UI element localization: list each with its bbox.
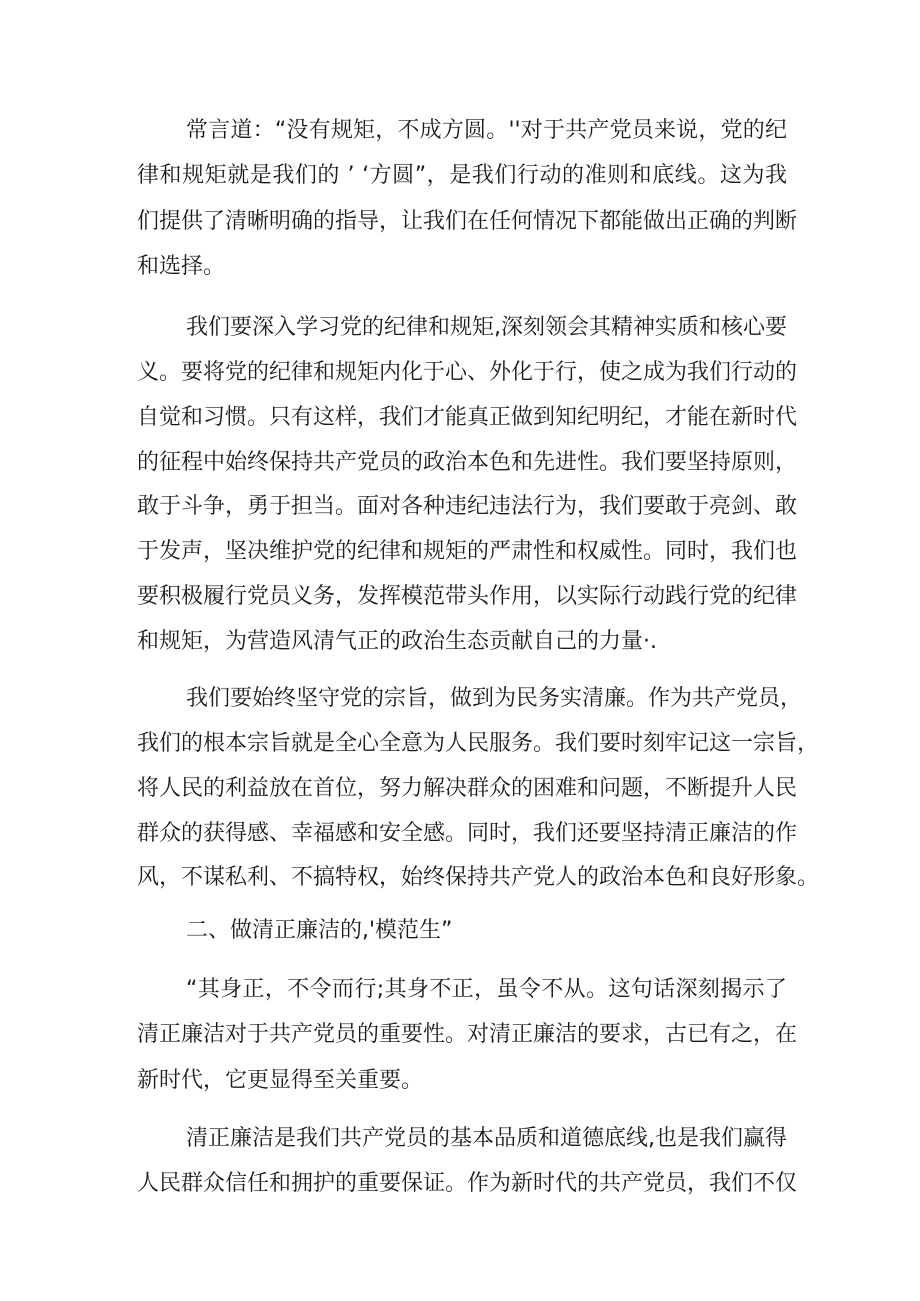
paragraph-6-line-1: 清正廉洁是我们共产党员的基本品质和道德底线,也是我们赢得	[186, 1126, 787, 1151]
paragraph-3-line-5: 风，不谋私利、不搞特权，始终保持共产党人的政治本色和良好形象。	[137, 865, 820, 890]
paragraph-2-line-4: 的征程中始终保持共产党员的政治本色和先进性。我们要坚持原则，	[137, 450, 798, 475]
paragraph-2-line-6: 于发声，坚决维护党的纪律和规矩的严肃性和权威性。同时，我们也	[137, 539, 798, 564]
paragraph-1-line-1: 常言道：“没有规矩，不成方圆。''对于共产党员来说，党的纪	[186, 118, 787, 143]
section-heading: 二、做清正廉洁的,'模范生”	[186, 918, 453, 943]
paragraph-6-line-2: 人民群众信任和拥护的重要保证。作为新时代的共产党员，我们不仅	[137, 1171, 798, 1196]
paragraph-2-line-1: 我们要深入学习党的纪律和规矩,深刻领会其精神实质和核心要	[186, 315, 787, 340]
paragraph-5-line-3: 新时代，它更显得至关重要。	[137, 1068, 424, 1093]
paragraph-2-line-2: 义。要将党的纪律和规矩内化于心、外化于行，使之成为我们行动的	[137, 360, 798, 385]
paragraph-3-line-1: 我们要始终坚守党的宗旨，做到为民务实清廉。作为共产党员，	[186, 686, 803, 711]
paragraph-1-line-3: 们提供了清晰明确的指导，让我们在任何情况下都能做出正确的判断	[137, 209, 798, 234]
paragraph-1-line-4: 和选择。	[137, 254, 226, 279]
paragraph-5-line-1: “其身正，不令而行;其身不正，虽令不从。这句话深刻揭示了	[186, 977, 787, 1002]
paragraph-3-line-2: 我们的根本宗旨就是全心全意为人民服务。我们要时刻牢记这一宗旨，	[137, 731, 820, 756]
paragraph-3-line-3: 将人民的利益放在首位，努力解决群众的困难和问题，不断提升人民	[137, 776, 798, 801]
paragraph-5-line-2: 清正廉洁对于共产党员的重要性。对清正廉洁的要求，古已有之，在	[137, 1022, 798, 1047]
paragraph-1-line-2: 律和规矩就是我们的 ’ ‘方圆”，是我们行动的准则和底线。这为我	[137, 163, 787, 188]
paragraph-3-line-4: 群众的获得感、幸福感和安全感。同时，我们还要坚持清正廉洁的作	[137, 821, 798, 846]
paragraph-2-line-5: 敢于斗争，勇于担当。面对各种违纪违法行为，我们要敢于亮剑、敢	[137, 494, 798, 519]
paragraph-2-line-7: 要积极履行党员义务，发挥模范带头作用，以实际行动践行党的纪律	[137, 584, 798, 609]
paragraph-2-line-8: 和规矩，为营造风清气正的政治生态贡献自己的力量·.	[137, 629, 657, 654]
paragraph-2-line-3: 自觉和习惯。只有这样，我们才能真正做到知纪明纪，才能在新时代	[137, 405, 798, 430]
